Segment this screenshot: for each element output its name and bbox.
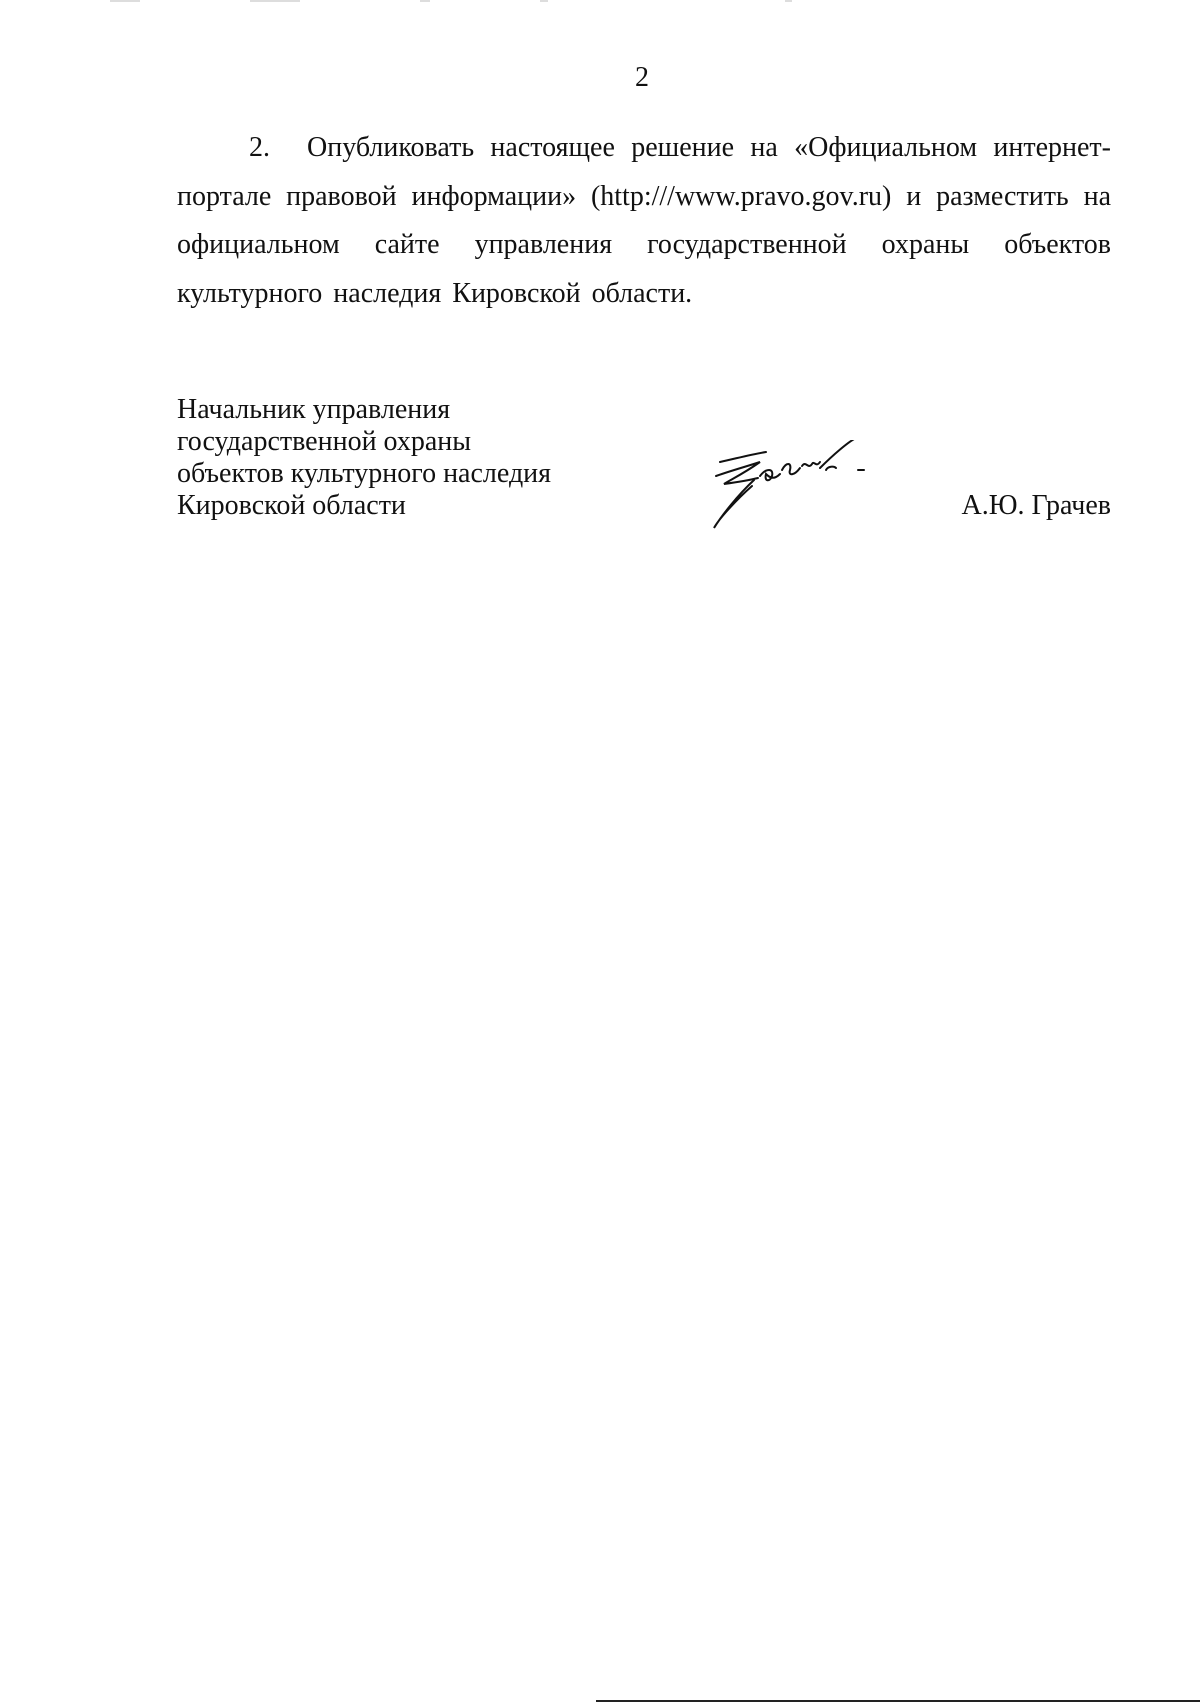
handwritten-signature xyxy=(708,440,898,535)
paragraph-number: 2. xyxy=(249,132,270,163)
paragraph-text: Опубликовать настоящее решение на «Официальном интернет-портале правовой информации» (http:///www.pravo.gov.ru) и разместить на официальном сайте управления государственной охраны объектов культурного наследия Кировской области. xyxy=(177,132,1111,309)
signatory-position xyxy=(177,394,551,522)
scan-edge-line xyxy=(596,1700,1200,1702)
signatory-name: А.Ю. Грачев xyxy=(961,490,1111,521)
position-line: объектов культурного наследия xyxy=(177,458,552,489)
page-number: 2 xyxy=(635,62,649,93)
position-line: государственной охраны xyxy=(177,426,472,457)
position-line: Начальник управления xyxy=(177,394,451,425)
paragraph-2 xyxy=(177,124,1111,318)
scan-artifacts xyxy=(0,0,1200,4)
position-line: Кировской области xyxy=(177,490,406,521)
